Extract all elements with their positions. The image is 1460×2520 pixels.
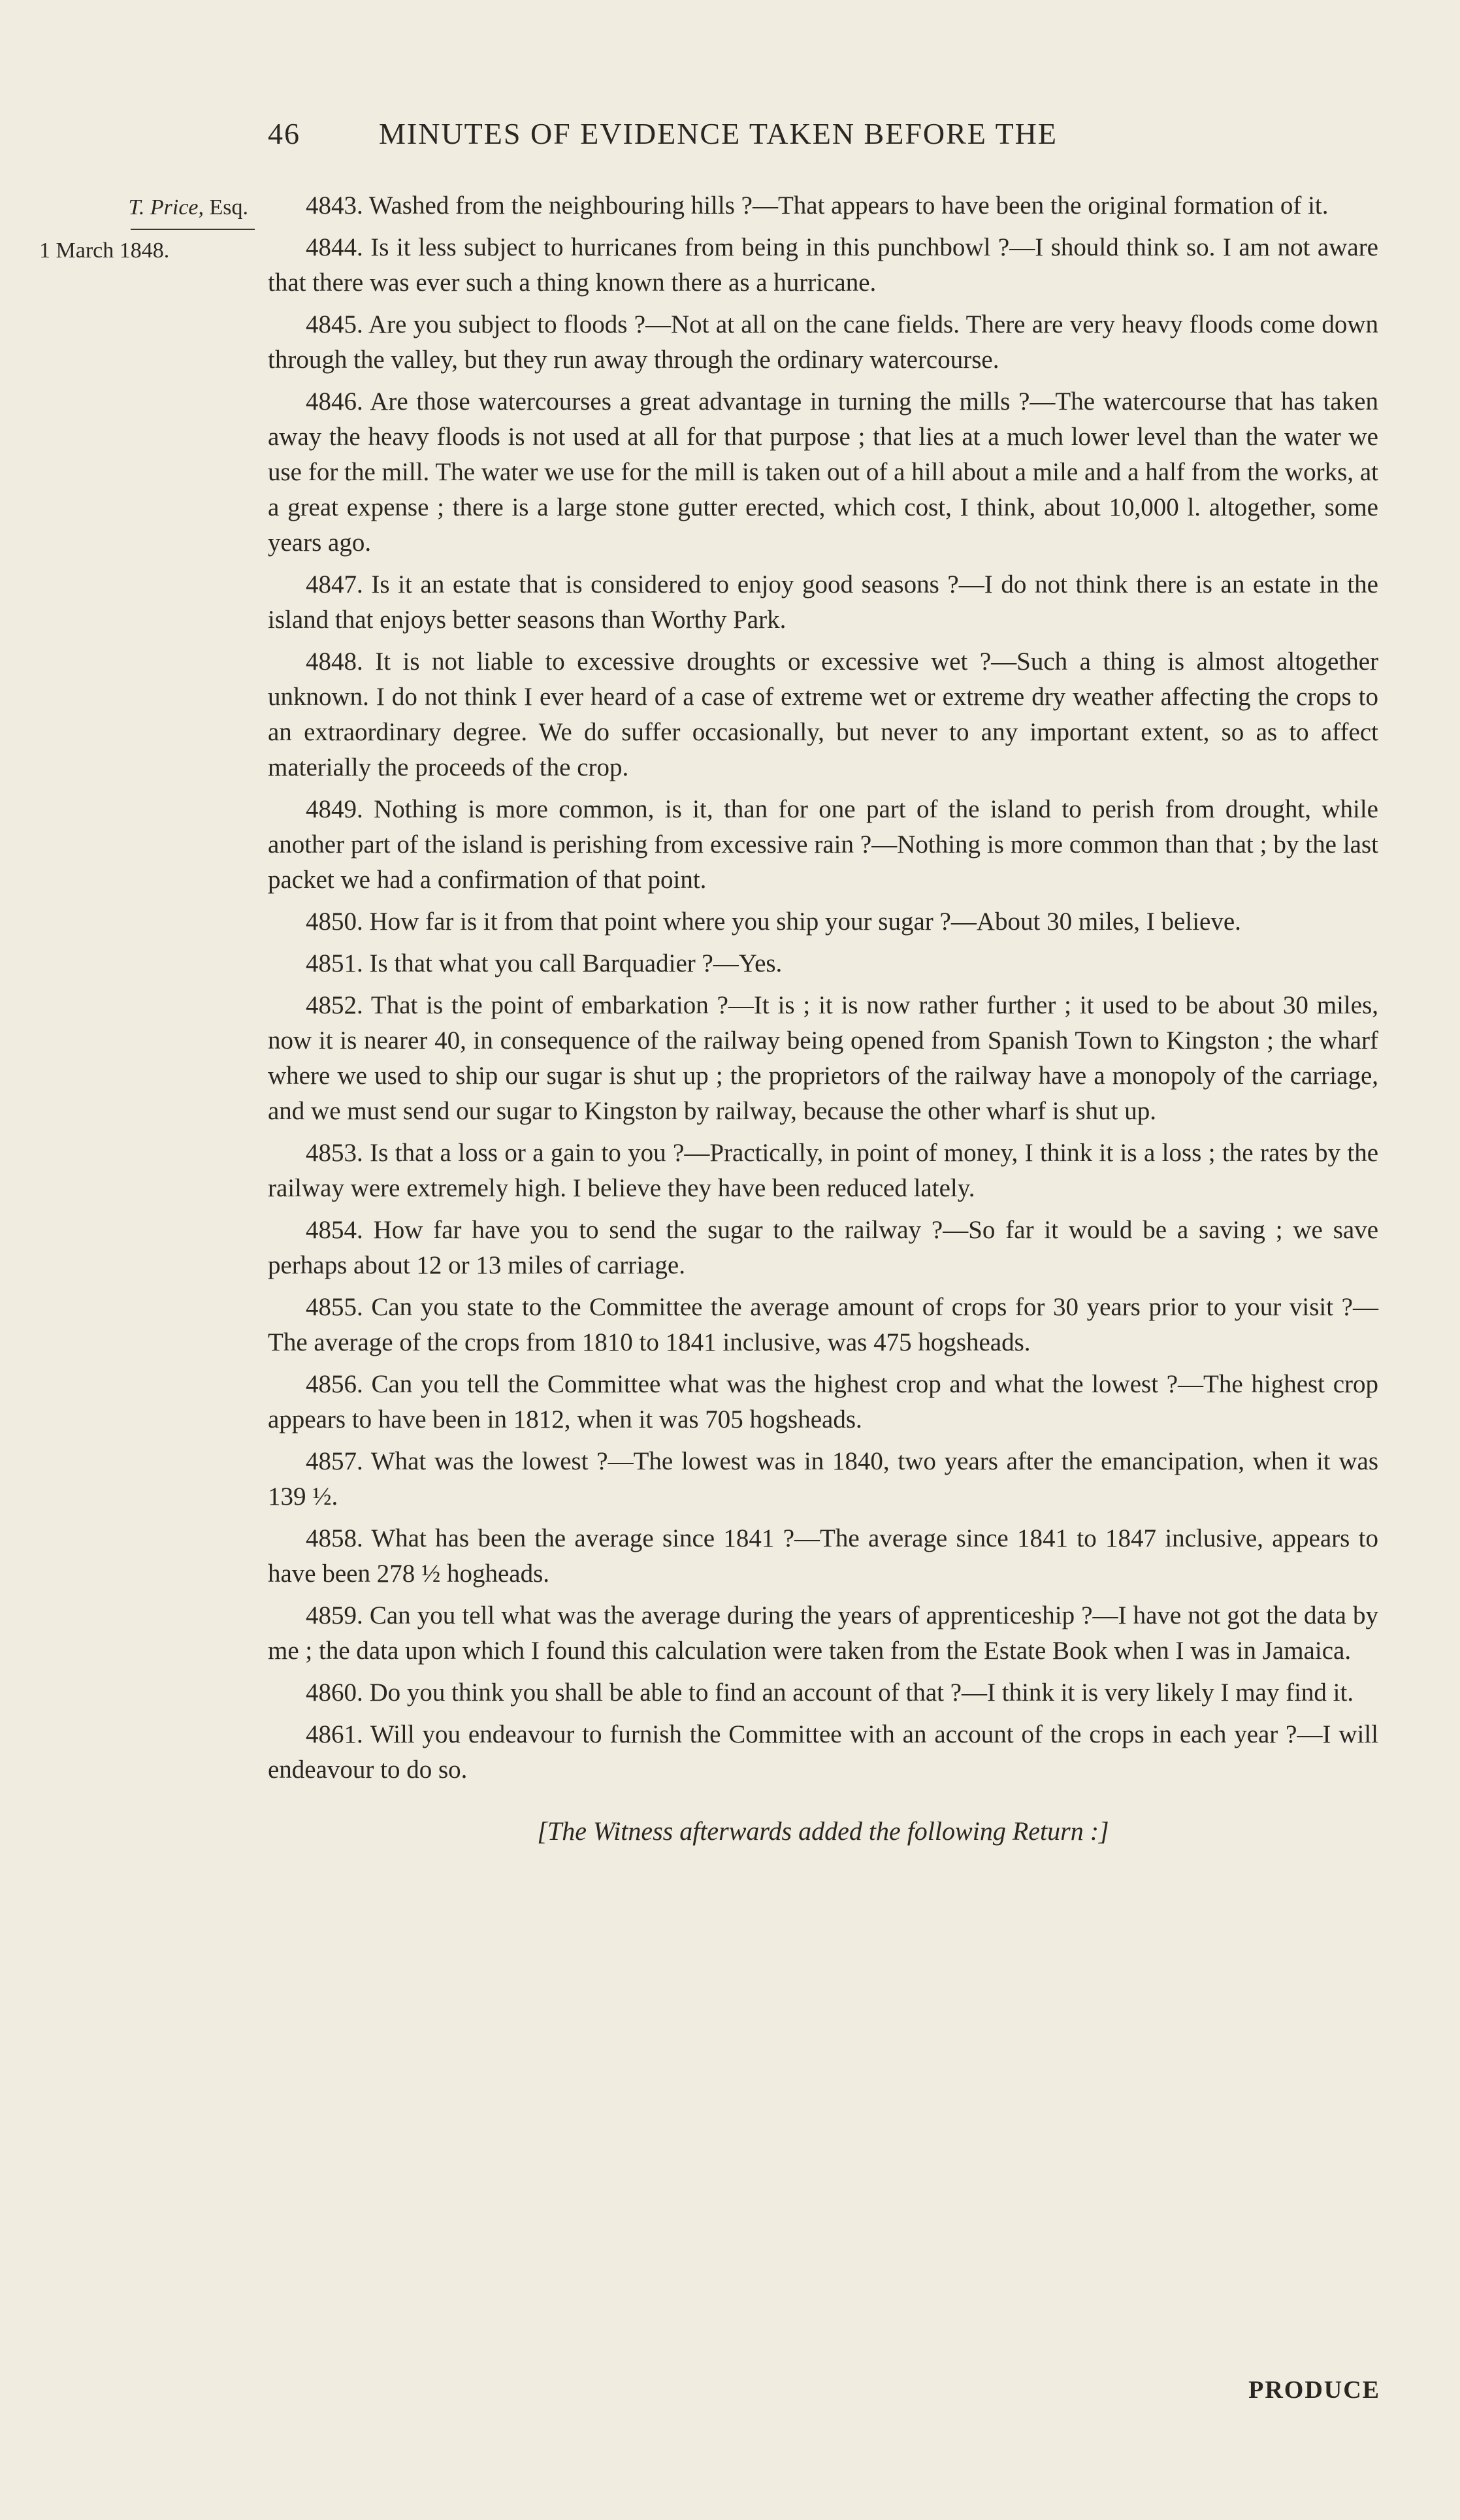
- catchword: PRODUCE: [1248, 2376, 1380, 2404]
- evidence-entry: [268, 1136, 1378, 1206]
- evidence-entry: [268, 988, 1378, 1129]
- question-number: 4853.: [306, 1139, 363, 1167]
- question-answer-text: Can you tell what was the average during the years of apprenticeship ?—I have not got the data by me ; the data upon which I found this calculation were taken from the Estate Book when I was in Jamaica.: [268, 1601, 1378, 1665]
- margin-note: [39, 191, 248, 268]
- evidence-entry: [268, 644, 1378, 785]
- evidence-entry: [268, 1598, 1378, 1669]
- evidence-entry: [268, 1213, 1378, 1283]
- page-header: [268, 116, 1378, 151]
- evidence-entry: [268, 567, 1378, 638]
- question-answer-text: Is that what you call Barquadier ?—Yes.: [369, 949, 783, 977]
- margin-date: 1 March 1848.: [39, 238, 170, 263]
- evidence-entry: [268, 1367, 1378, 1437]
- question-number: 4845.: [306, 310, 363, 338]
- evidence-entry: [268, 1521, 1378, 1592]
- page-title: MINUTES OF EVIDENCE TAKEN BEFORE THE: [379, 117, 1058, 150]
- question-number: 4854.: [306, 1216, 363, 1244]
- question-number: 4861.: [306, 1720, 363, 1748]
- return-note: [The Witness afterwards added the following Return :]: [537, 1816, 1109, 1846]
- question-number: 4849.: [306, 795, 363, 823]
- question-answer-text: What was the lowest ?—The lowest was in 1840, two years after the emancipation, when it was 139 ½.: [268, 1447, 1378, 1511]
- page-number: 46: [268, 117, 300, 150]
- witness-name: T. Price, Esq.: [128, 195, 248, 220]
- question-answer-text: Is that a loss or a gain to you ?—Practically, in point of money, I think it is a loss ; the rates by the railway were extremely high. I believe they have been reduced lately.: [268, 1139, 1379, 1202]
- evidence-entry: [268, 904, 1378, 940]
- question-number: 4858.: [306, 1524, 363, 1552]
- margin-rule: [131, 229, 255, 230]
- question-number: 4855.: [306, 1293, 363, 1321]
- question-number: 4847.: [306, 570, 363, 598]
- evidence-body: [268, 188, 1378, 1849]
- question-answer-text: It is not liable to excessive droughts or excessive wet ?—Such a thing is almost altogether unknown. I do not think I ever heard of a case of extreme wet or extreme dry weather affecting the crops to an extraordinary degree. We do suffer occasionally, but never to any important extent, so as to affect materially the proceeds of the crop.: [268, 647, 1378, 781]
- evidence-entry: [268, 792, 1378, 898]
- question-answer-text: How far have you to send the sugar to the railway ?—So far it would be a saving ; we save perhaps about 12 or 13 miles of carriage.: [268, 1216, 1379, 1279]
- question-answer-text: Do you think you shall be able to find an account of that ?—I think it is very likely I may find it.: [369, 1678, 1354, 1707]
- question-number: 4857.: [306, 1447, 363, 1475]
- question-number: 4844.: [306, 233, 363, 261]
- question-answer-text: Can you state to the Committee the average amount of crops for 30 years prior to your visit ?—The average of the crops from 1810 to 1841 inclusive, was 475 hogsheads.: [268, 1293, 1378, 1356]
- question-number: 4850.: [306, 908, 363, 936]
- question-answer-text: Can you tell the Committee what was the highest crop and what the lowest ?—The highest crop appears to have been in 1812, when it was 705 hogsheads.: [268, 1370, 1378, 1433]
- question-answer-text: Nothing is more common, is it, than for one part of the island to perish from drought, while another part of the island is perishing from excessive rain ?—Nothing is more common than that ; by the last packet we had a confirmation of that point.: [268, 795, 1378, 894]
- question-answer-text: What has been the average since 1841 ?—The average since 1841 to 1847 inclusive, appears to have been 278 ½ hogheads.: [268, 1524, 1378, 1588]
- question-answer-text: Will you endeavour to furnish the Committee with an account of the crops in each year ?—I will endeavour to do so.: [268, 1720, 1379, 1784]
- evidence-entry: [268, 946, 1378, 981]
- question-answer-text: How far is it from that point where you ship your sugar ?—About 30 miles, I believe.: [369, 908, 1241, 936]
- question-answer-text: Is it an estate that is considered to enjoy good seasons ?—I do not think there is an estate in the island that enjoys better seasons than Worthy Park.: [268, 570, 1378, 634]
- evidence-entry: [268, 188, 1378, 223]
- evidence-entry: [268, 1675, 1378, 1710]
- question-number: 4860.: [306, 1678, 363, 1707]
- question-answer-text: That is the point of embarkation ?—It is ; it is now rather further ; it used to be about 30 miles, now it is nearer 40, in consequence of the railway being opened from Spanish Town to Kingston ; the wharf where we used to ship our sugar is shut up ; the proprietors of the railway have a monopoly of the carriage, and we must send our sugar to Kingston by railway, because the other wharf is shut up.: [268, 991, 1379, 1125]
- question-answer-text: Is it less subject to hurricanes from being in this punchbowl ?—I should think so. I am not aware that there was ever such a thing known there as a hurricane.: [268, 233, 1378, 297]
- question-number: 4851.: [306, 949, 363, 977]
- evidence-entry: [268, 1717, 1378, 1788]
- question-number: 4852.: [306, 991, 363, 1019]
- question-answer-text: Washed from the neighbouring hills ?—That appears to have been the original formation of it.: [368, 191, 1329, 220]
- evidence-entry: [268, 384, 1378, 561]
- question-number: 4846.: [306, 387, 363, 416]
- evidence-entry: [268, 1444, 1378, 1514]
- evidence-entry: [268, 230, 1378, 301]
- evidence-entry: [268, 1290, 1378, 1360]
- question-number: 4843.: [306, 191, 363, 220]
- question-number: 4856.: [306, 1370, 363, 1398]
- question-answer-text: Are those watercourses a great advantage in turning the mills ?—The watercourse that has taken away the heavy floods is not used at all for that purpose ; that lies at a much lower level than the water we use for the mill. The water we use for the mill is taken out of a hill about a mile and a half from the works, at a great expense ; there is a large stone gutter erected, which cost, I think, about 10,000 l. altogether, some years ago.: [268, 387, 1378, 557]
- question-number: 4848.: [306, 647, 363, 676]
- evidence-entry: [268, 307, 1378, 378]
- question-number: 4859.: [306, 1601, 363, 1629]
- question-answer-text: Are you subject to floods ?—Not at all on the cane fields. There are very heavy floods come down through the valley, but they run away through the ordinary watercourse.: [268, 310, 1378, 374]
